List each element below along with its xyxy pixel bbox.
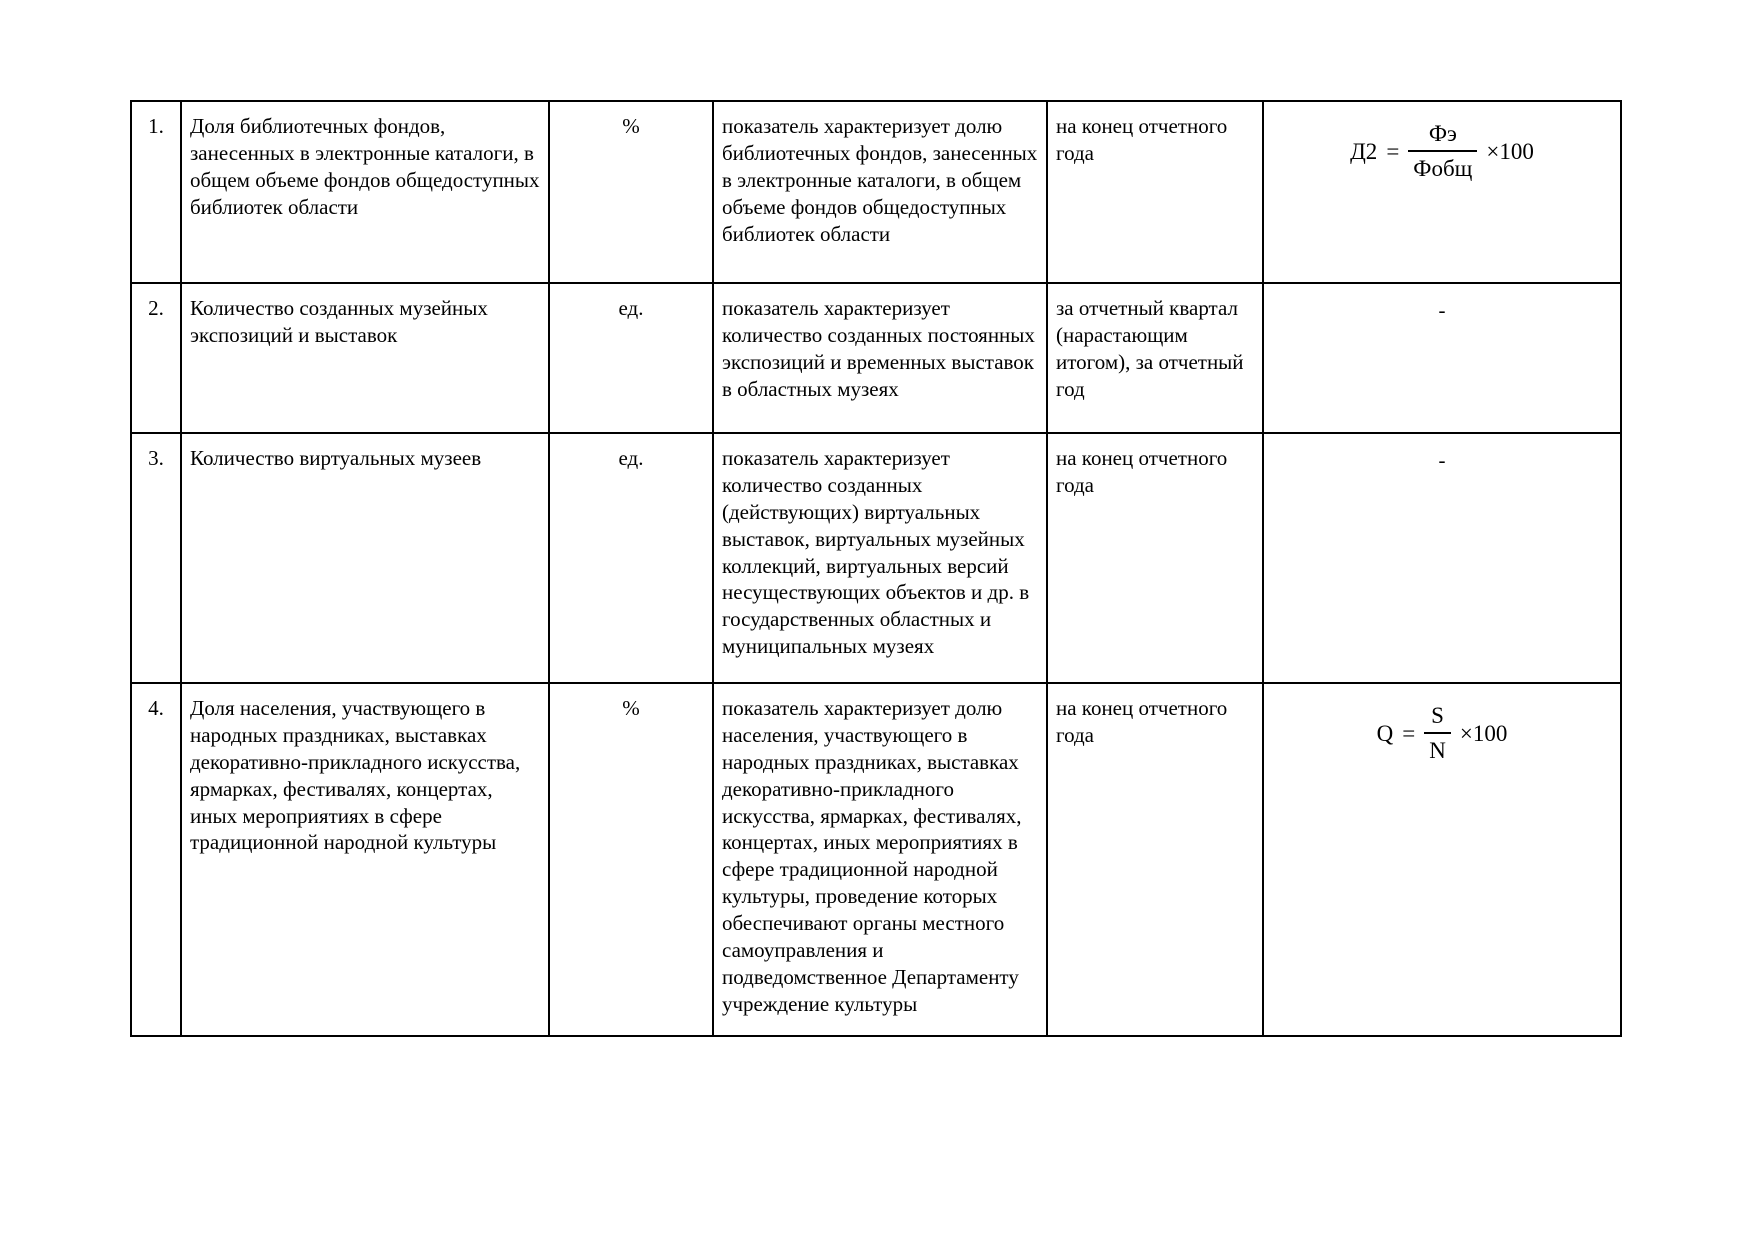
formula-denominator: Фобщ [1413, 156, 1473, 182]
formula-fraction [1408, 119, 1477, 184]
formula-dash: - [1438, 448, 1446, 472]
indicator-name-cell: Количество виртуальных музеев [181, 433, 549, 683]
formula [1377, 701, 1508, 766]
description-cell: показатель характеризует количество созданных постоянных экспозиций и временных выставок в областных музеях [713, 283, 1047, 433]
indicator-name-cell: Количество созданных музейных экспозиций и выставок [181, 283, 549, 433]
table-row [131, 433, 1621, 683]
table-row [131, 101, 1621, 283]
formula-multiplier: ×100 [1486, 138, 1534, 164]
period-cell: на конец отчетного года [1047, 433, 1263, 683]
description-cell: показатель характеризует количество созданных (действующих) виртуальных выставок, виртуальных музейных коллекций, виртуальных версий несуществующих объектов и др. в государственных областных и муниципальных музеях [713, 433, 1047, 683]
row-number-cell: 3. [131, 433, 181, 683]
period-cell: за отчетный квартал (нарастающим итогом), за отчетный год [1047, 283, 1263, 433]
unit-cell: % [549, 101, 713, 283]
formula-dash: - [1438, 298, 1446, 322]
formula-denominator: N [1429, 738, 1446, 764]
row-number-cell: 1. [131, 101, 181, 283]
formula-multiplier: ×100 [1459, 720, 1508, 746]
formula-cell [1263, 101, 1621, 283]
unit-cell: ед. [549, 433, 713, 683]
formula-cell [1263, 433, 1621, 683]
formula [1350, 119, 1534, 184]
formula-cell [1263, 283, 1621, 433]
formula-lhs: Q [1376, 720, 1394, 746]
indicators-table [130, 100, 1622, 1037]
row-number-cell: 2. [131, 283, 181, 433]
formula-cell [1263, 683, 1621, 1036]
unit-cell: % [549, 683, 713, 1036]
unit-cell: ед. [549, 283, 713, 433]
period-cell: на конец отчетного года [1047, 101, 1263, 283]
row-number-cell: 4. [131, 683, 181, 1036]
table-row [131, 283, 1621, 433]
period-cell: на конец отчетного года [1047, 683, 1263, 1036]
indicator-name-cell: Доля населения, участвующего в народных праздниках, выставках декоративно-прикладного искусства, ярмарках, фестивалях, концертах, иных мероприятиях в сфере традиционной народной культуры [181, 683, 549, 1036]
formula-numerator: Фэ [1408, 119, 1477, 152]
description-cell: показатель характеризует долю населения, участвующего в народных праздниках, выставках декоративно-прикладного искусства, ярмарках, фестивалях, концертах, иных мероприятиях в сфере традиционной народной культуры, проведение которых обеспечивают органы местного самоуправления и подведомственное Департаменту учреждение культуры [713, 683, 1047, 1036]
formula-fraction [1424, 701, 1451, 766]
formula-equals: = [1402, 720, 1416, 746]
formula-equals: = [1386, 138, 1400, 164]
formula-numerator: S [1424, 701, 1451, 734]
formula-lhs: Д2 [1350, 138, 1378, 164]
indicator-name-cell: Доля библиотечных фондов, занесенных в электронные каталоги, в общем объеме фондов общедоступных библиотек области [181, 101, 549, 283]
table-row [131, 683, 1621, 1036]
description-cell: показатель характеризует долю библиотечных фондов, занесенных в электронные каталоги, в общем объеме фондов общедоступных библиотек области [713, 101, 1047, 283]
